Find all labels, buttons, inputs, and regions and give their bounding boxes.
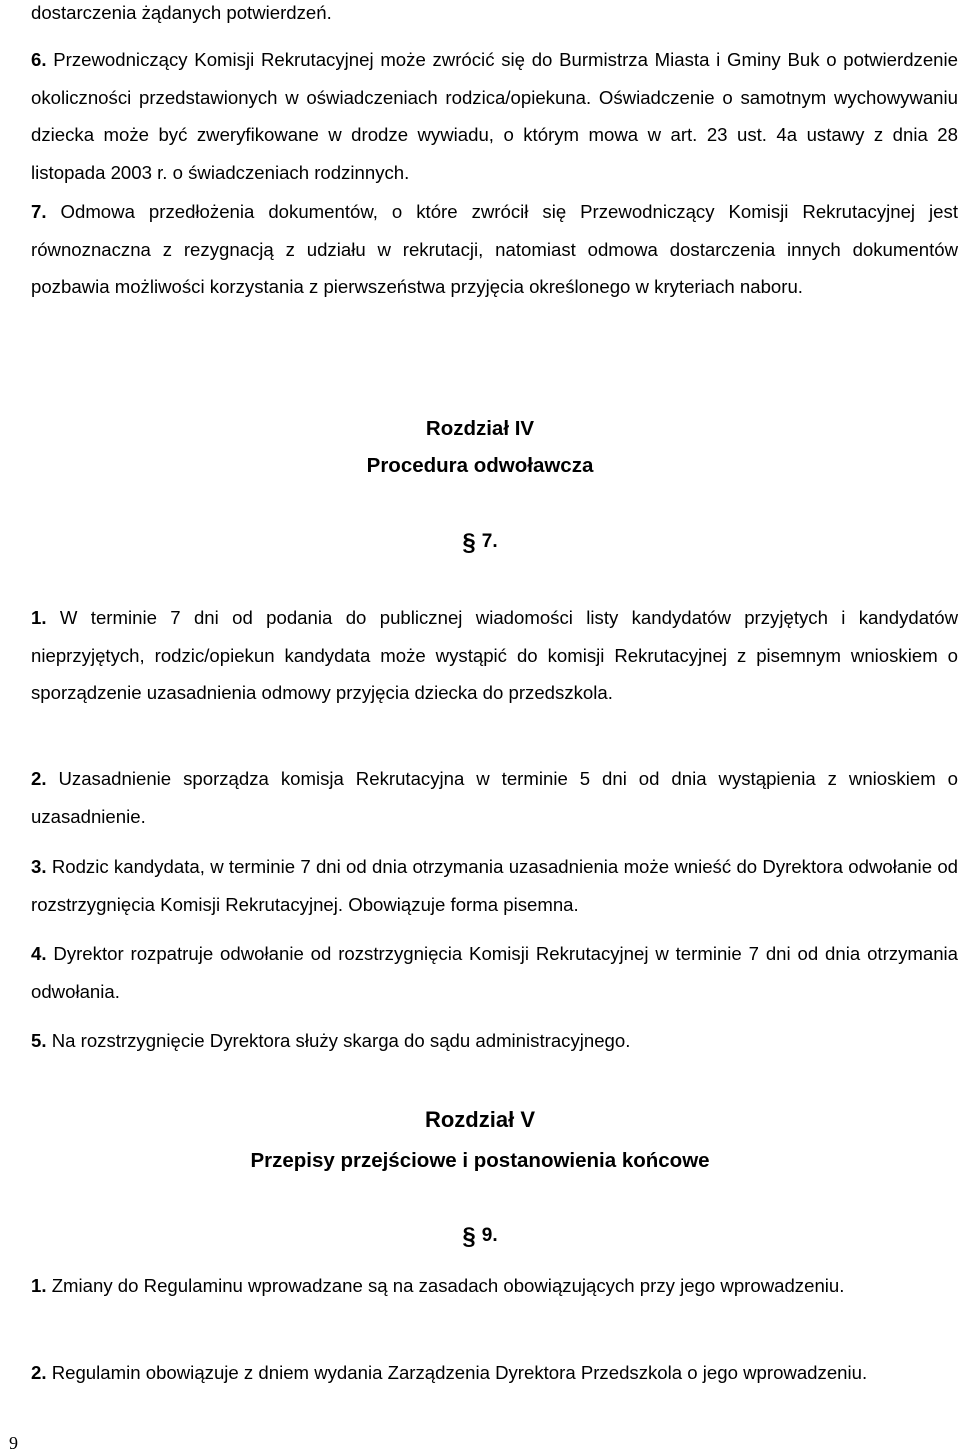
chapter-4-paragraph-1 (31, 599, 958, 712)
chapter-5-paragraph-1 (31, 1267, 958, 1305)
paragraph-number: 2. (31, 768, 47, 789)
paragraph-text: Przewodniczący Komisji Rekrutacyjnej może zwrócić się do Burmistrza Miasta i Gminy Buk o potwierdzenie okoliczności przedstawionych w oświadczeniach rodzica/opiekuna. Oświadczenie o samotnym wychowywaniu dziecka może być zweryfikowane w drodze wywiadu, o którym mowa w art. 23 ust. 4a ustawy z dnia 28 listopada 2003 r. o świadczeniach rodzinnych. (31, 49, 958, 183)
paragraph-number: 1. (31, 1275, 47, 1296)
paragraph-text: Regulamin obowiązuje z dniem wydania Zarządzenia Dyrektora Przedszkola o jego wprowadzeniu. (51, 1362, 868, 1383)
paragraph-text: Dyrektor rozpatruje odwołanie od rozstrzygnięcia Komisji Rekrutacyjnej w terminie 7 dni od dnia otrzymania odwołania. (31, 943, 959, 1002)
paragraph-number: 3. (31, 856, 47, 877)
chapter-4-subtitle: Procedura odwoławcza (366, 454, 594, 477)
section-number: 7. (481, 531, 498, 552)
paragraph-number: 2. (31, 1362, 47, 1383)
chapter-4-paragraph-3 (31, 848, 958, 923)
section-9-mark (0, 1224, 960, 1249)
paragraph-continuation (31, 0, 958, 32)
paragraph-text: W terminie 7 dni od podania do publicznej wiadomości listy kandydatów przyjętych i kandydatów nieprzyjętych, rodzic/opiekun kandydata może wystąpić do komisji Rekrutacyjnej z pisemnym wnioskiem o sporządzenie uzasadnienia odmowy przyjęcia dziecka do przedszkola. (31, 607, 958, 703)
paragraph-number: 5. (31, 1030, 47, 1051)
paragraph-text: Rodzic kandydata, w terminie 7 dni od dnia otrzymania uzasadnienia może wnieść do Dyrektora odwołanie od rozstrzygnięcia Komisji Rekrutacyjnej. Obowiązuje forma pisemna. (31, 856, 959, 915)
paragraph-number: 1. (31, 607, 47, 628)
paragraph-6 (31, 41, 958, 191)
paragraph-text: Uzasadnienie sporządza komisja Rekrutacyjna w terminie 5 dni od dnia wystąpienia z wnioskiem o uzasadnienie. (31, 768, 958, 827)
section-symbol: § (462, 1223, 476, 1250)
paragraph-number: 4. (31, 943, 47, 964)
paragraph-7 (31, 193, 958, 306)
paragraph-number: 6. (31, 49, 47, 70)
paragraph-text: dostarczenia żądanych potwierdzeń. (31, 2, 332, 23)
chapter-4-paragraph-5 (31, 1022, 958, 1060)
chapter-5-subtitle: Przepisy przejściowe i postanowienia końcowe (250, 1149, 710, 1172)
paragraph-text: Na rozstrzygnięcie Dyrektora służy skarga do sądu administracyjnego. (51, 1030, 631, 1051)
paragraph-text: Zmiany do Regulaminu wprowadzane są na zasadach obowiązujących przy jego wprowadzeniu. (51, 1275, 845, 1296)
chapter-4-paragraph-4 (31, 935, 958, 1010)
chapter-5-paragraph-2 (31, 1354, 958, 1392)
section-7-mark (0, 530, 960, 555)
chapter-4-paragraph-2 (31, 760, 958, 835)
section-symbol: § (462, 529, 476, 556)
page-number: 9 (9, 1433, 18, 1453)
paragraph-number: 7. (31, 201, 47, 222)
chapter-5-title: Rozdział V (424, 1107, 535, 1132)
chapter-4-title: Rozdział IV (425, 417, 535, 440)
paragraph-text: Odmowa przedłożenia dokumentów, o które zwrócił się Przewodniczący Komisji Rekrutacyjnej jest równoznaczna z rezygnacją z udziału w rekrutacji, natomiast odmowa dostarczenia innych dokumentów pozbawia możliwości korzystania z pierwszeństwa przyjęcia określonego w kryteriach naboru. (31, 201, 958, 297)
section-number: 9. (481, 1225, 498, 1246)
